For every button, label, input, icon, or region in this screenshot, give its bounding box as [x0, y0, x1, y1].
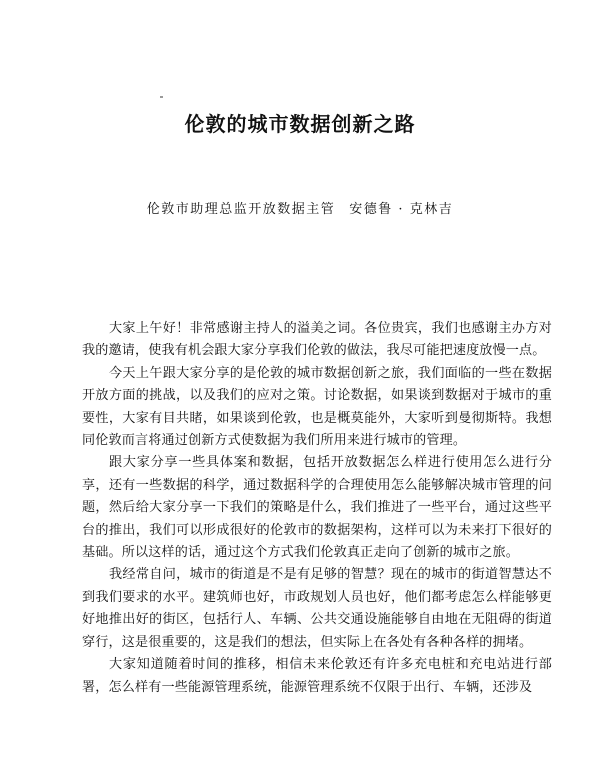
paragraph-1: 大家上午好！非常感谢主持人的溢美之词。各位贵宾，我们也感谢主办方对我的邀请，使我有机会跟大家分享我们伦敦的做法，我尽可能把速度放慢一点。: [82, 321, 552, 359]
author-name: 安德鲁 · 克林吉: [349, 202, 454, 217]
paragraph-3: 跟大家分享一些具体案和数据，包括开放数据怎么样进行使用怎么进行分享，还有一些数据的科学，通过数据科学的合理使用怎么能够解决城市管理的问题，然后给大家分享一下我们的策略是什么，我们推进了一些平台，通过这些平台的推出，我们可以形成很好的伦敦市的数据架构，这样可以为未来打下很好的基础。所以这样的话，通过这个方式我们伦敦真正走向了创新的城市之旅。: [82, 455, 552, 561]
paragraph-5: 大家知道随着时间的推移，相信未来伦敦还有许多充电桩和充电站进行部署，怎么样有一些能源管理系统，能源管理系统不仅限于出行、车辆，还涉及: [82, 657, 552, 695]
paragraph-2: 今天上午跟大家分享的是伦敦的城市数据创新之旅，我们面临的一些在数据开放方面的挑战，以及我们的应对之策。讨论数据，如果谈到数据对于城市的重要性，大家有目共睹，如果谈到伦敦，也是概莫能外，大家听到曼彻斯特。我想同伦敦而言将通过创新方式使数据为我们所用来进行城市的管理。: [82, 365, 552, 449]
article-byline: [0, 198, 600, 217]
paragraph-4: 我经常自问，城市的街道是不是有足够的智慧？现在的城市的街道智慧达不到我们要求的水平。建筑师也好，市政规划人员也好，他们都考虑怎么样能够更好地推出好的街区，包括行人、车辆、公共交通设施能够自由地在无阻碍的街道穿行，这是很重要的，这是我们的想法，但实际上在各处有各种各样的拥堵。: [82, 567, 552, 650]
scan-speck: [160, 96, 163, 98]
article-body: [82, 318, 552, 699]
author-position: 伦敦市助理总监开放数据主管: [146, 202, 336, 217]
article-title: 伦敦的城市数据创新之路: [184, 112, 416, 136]
